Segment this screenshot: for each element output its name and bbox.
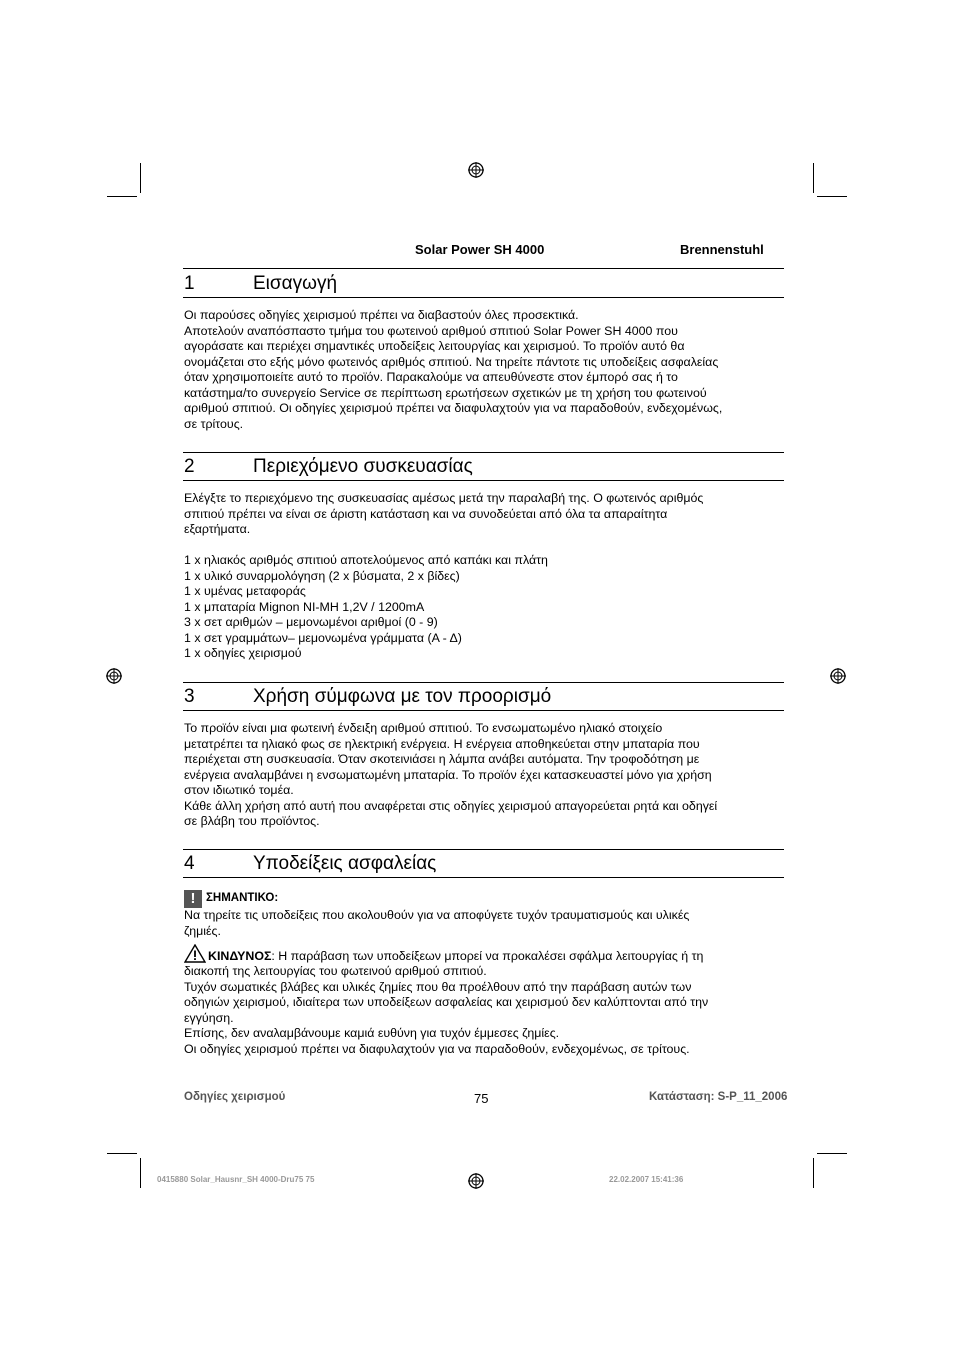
paragraph-line: ζημιές. [184,923,221,938]
crop-mark-top-left-h [107,196,137,197]
list-item: 3 x σετ αριθμών – μεμονωμένοι αριθμοί (0 - 9) [184,615,438,629]
paragraph-line: αριθμού σπιτιού. Οι οδηγίες χειρισμού πρέπει να διαφυλαχτούν για να παραδοθούν, ενδεχομένως, [184,401,723,415]
paragraph-line: Τυχόν σωματικές βλάβες και υλικές ζημίες που θα προέλθουν από την παράβαση αυτών των [184,979,692,994]
section-2-top-rule [183,452,784,453]
paragraph-line: Οι οδηγίες χειρισμού πρέπει να διαφυλαχτούν για να παραδοθούν, ενδεχομένως, σε τρίτους. [184,1041,690,1056]
paragraph-line: Επίσης, δεν αναλαμβάνουμε καμιά ευθύνη για τυχόν έμμεσες ζημίες. [184,1026,560,1040]
paragraph-line: Αποτελούν αναπόσπαστο τμήμα του φωτεινού αριθμού σπιτιού Solar Power SH 4000 που [184,323,678,338]
section-3-body [184,721,784,830]
print-slug-right: 22.02.2007 15:41:36 [609,1175,684,1184]
paragraph-line: ενέργεια αναλαμβάνει η ενσωματωμένη μπαταρία. Το προϊόν έχει κατασκευαστεί μόνο για χρήση [184,767,712,782]
crop-mark-top-left-v [140,163,141,193]
section-4-heading [183,853,784,875]
paragraph-line: οδηγιών χειρισμού, ιδιαίτερα των υποδείξεων ασφαλείας και χειρισμού δεν καλύπτονται από την [184,995,709,1009]
footer-left: Οδηγίες χειρισμού [184,1091,286,1103]
paragraph-line: ονομάζεται στο εξής μόνο φωτεινός αριθμός σπιτιού. Να τηρείτε πάντοτε τις υποδείξεις ασφαλείας [184,354,719,369]
paragraph-line: σε βλάβη του προϊόντος. [184,814,320,828]
danger-text: : Η παράβαση των υποδείξεων μπορεί να προκαλέσει σφάλμα λειτουργίας ή τη [271,949,704,963]
paragraph-line: Οι παρούσες οδηγίες χειρισμού πρέπει να διαβαστούν όλες προσεκτικά. [184,308,579,322]
crop-mark-bottom-right-h [817,1153,847,1154]
section-title: Περιεχόμενο συσκευασίας [253,456,473,477]
list-item: 1 x ηλιακός αριθμός σπιτιού αποτελούμενος από καπάκι και πλάτη [184,553,548,567]
section-number: 2 [184,456,195,477]
registration-mark-icon [106,668,122,684]
paragraph-line: Κάθε άλλη χρήση από αυτή που αναφέρεται στις οδηγίες χειρισμού απαγορεύεται ρητά και οδηγεί [184,798,718,813]
page-number: 75 [474,1091,489,1106]
important-notice [184,887,784,939]
list-item: 1 x υμένας μεταφοράς [184,584,306,598]
paragraph-line: Ελέγξτε το περιεχόμενο της συσκευασίας αμέσως μετά την παραλαβή της. Ο φωτεινός αριθμός [184,491,704,505]
crop-mark-bottom-left-v [140,1158,141,1188]
crop-mark-bottom-right-v [813,1158,814,1188]
list-item: 1 x σετ γραμμάτων– μεμονωμένα γράμματα (Α - Δ) [184,630,462,645]
section-3-rule [183,710,784,711]
section-1-rule [183,297,784,298]
paragraph-line: μετατρέπει τα ηλιακό φως σε ηλεκτρική ενέργεια. Η ενέργεια αποθηκεύεται στην μπαταρία που [184,736,700,751]
section-number: 1 [184,273,195,294]
section-3-heading [183,686,784,708]
section-title: Υποδείξεις ασφαλείας [253,853,437,874]
paragraph-line: εγγύηση. [184,1010,234,1025]
section-1-body [184,308,784,432]
paragraph-line: σπιτιού πρέπει να είναι σε άριστη κατάσταση και να συνοδεύεται από όλα τα απαραίτητα [184,506,668,521]
footer-right: Κατάσταση: S-P_11_2006 [649,1091,788,1103]
section-number: 3 [184,686,195,707]
crop-mark-bottom-left-h [107,1153,137,1154]
list-item: 1 x μπαταρία Mignon NI-MH 1,2V / 1200mA [184,599,425,614]
section-3-top-rule [183,682,784,683]
header-product: Solar Power SH 4000 [415,242,545,257]
paragraph-line: εξαρτήματα. [184,522,251,536]
paragraph-line: στον ιδιωτικό τομέα. [184,783,294,797]
section-4-rule [183,877,784,878]
section-title: Χρήση σύμφωνα με τον προορισμό [253,686,552,707]
section-title: Εισαγωγή [253,273,338,294]
package-contents-list [184,553,784,662]
section-2-rule [183,480,784,481]
header-brand: Brennenstuhl [680,242,764,257]
crop-mark-top-right-h [817,196,847,197]
paragraph-line: σε τρίτους. [184,416,244,431]
section-number: 4 [184,853,195,874]
paragraph-line: Το προϊόν είναι μια φωτεινή ένδειξη αριθμού σπιτιού. Το ενσωματωμένο ηλιακό στοιχείο [184,721,663,735]
print-slug-left: 0415880 Solar_Hausnr_SH 4000-Dru75 75 [157,1175,315,1184]
paragraph-line: όταν χρησιμοποιείτε αυτό το προϊόν. Παρακαλούμε να απευθύνεστε στον έμπορό σας ή το [184,370,678,384]
paragraph-line: αγοράσατε και περιέχει σημαντικές υποδείξεις λειτουργίας και χειρισμού. Το προϊόν αυτό θα [184,339,685,353]
important-label: ΣΗΜΑΝΤΙΚΟ: [206,892,279,904]
section-2-heading [183,456,784,478]
list-item: 1 x υλικό συναρμολόγηση (2 x βύσματα, 2 x βίδες) [184,568,460,583]
exclamation-box-icon: ! [184,890,202,908]
danger-label: ΚΙΝΔΥΝΟΣ [208,949,272,963]
paragraph-line: περιέχεται στη συσκευασία. Όταν σκοτεινιάσει η λάμπα ανάβει αυτόματα. Την τροφοδότηση με [184,752,700,766]
section-4-top-rule [183,849,784,850]
danger-heading-line [184,944,784,964]
paragraph-line: διακοπή της λειτουργίας του φωτεινού αριθμού σπιτιού. [184,964,487,978]
paragraph-line: κατάστημα/το συνεργείο Service σε περίπτωση ερωτήσεων σχετικών με τη χρήση του φωτεινού [184,385,707,400]
danger-notice [184,944,784,1057]
registration-mark-icon [468,162,484,178]
important-heading-line [184,887,784,908]
paragraph-line: Να τηρείτε τις υποδείξεις που ακολουθούν για να αποφύγετε τυχόν τραυματισμούς και υλικές [184,908,690,922]
section-2-body [184,491,784,538]
registration-mark-icon [830,668,846,684]
list-item: 1 x οδηγίες χειρισμού [184,646,302,660]
section-1-heading [183,273,784,295]
registration-mark-icon [468,1173,484,1189]
header-rule [183,268,784,269]
crop-mark-top-right-v [813,163,814,193]
